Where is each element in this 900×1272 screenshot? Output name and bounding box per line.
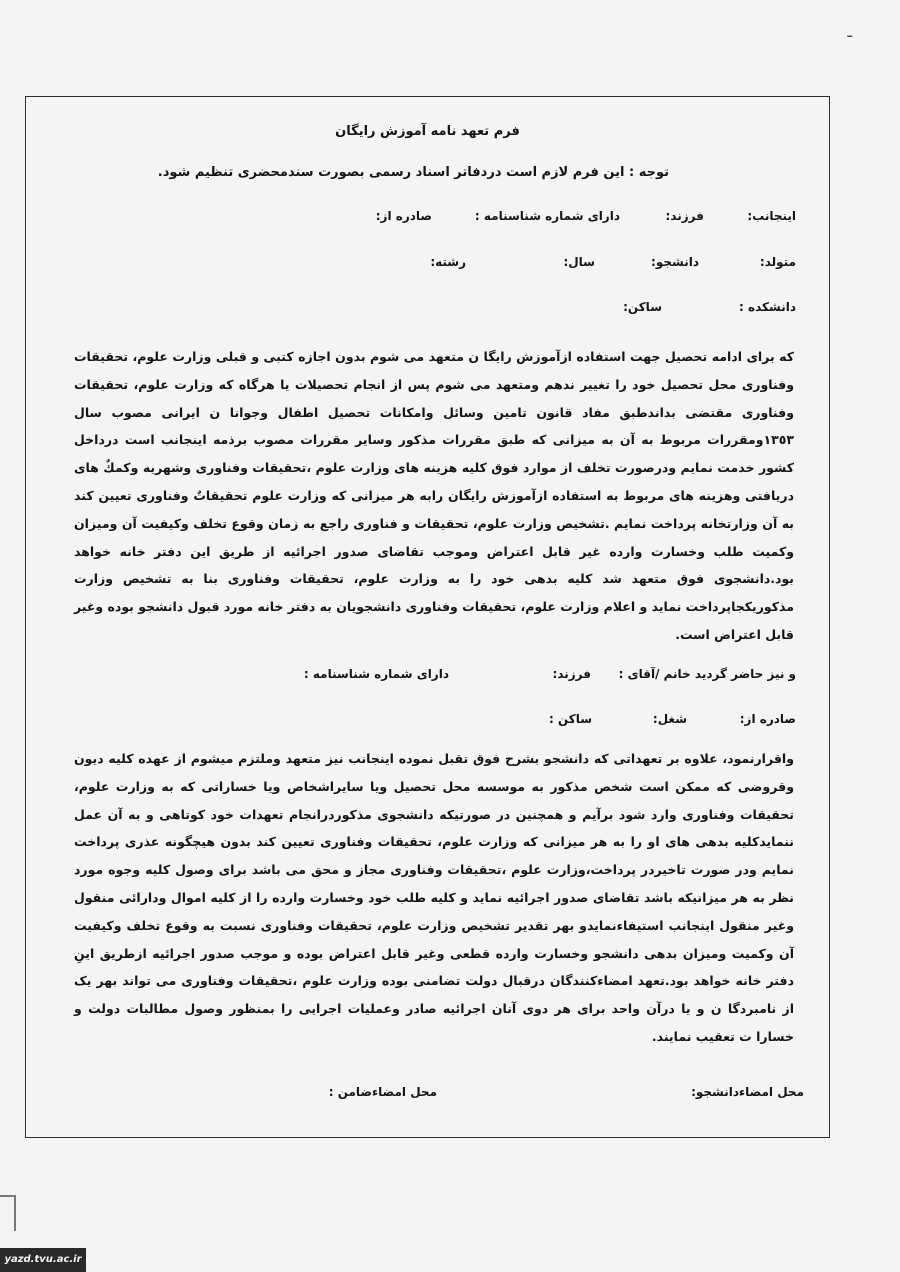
student-info-row-2 xyxy=(26,255,829,275)
guarantor-signature-place: محل امضاءضامن : xyxy=(328,1085,437,1099)
scan-mark: ـ xyxy=(847,22,852,41)
student-signature-place: محل امضاءدانشجو: xyxy=(691,1085,804,1099)
label-inijaneb: اینجانب: xyxy=(747,209,796,223)
guarantor-info-row-1 xyxy=(26,667,829,687)
label-guarantor-sadere: صادره از: xyxy=(739,712,796,726)
label-sal: سال: xyxy=(563,255,595,269)
guarantor-info-row-2 xyxy=(26,712,829,732)
label-guarantor-farzand: فرزند: xyxy=(552,667,591,681)
form-note: توجه : این فرم لازم است دردفاتر اسناد رسمی بصورت سندمحضری تنظیم شود. xyxy=(157,165,669,180)
form-title: فرم تعهد نامه آموزش رایگان xyxy=(335,124,520,139)
label-shenasname: دارای شماره شناسنامه : xyxy=(474,209,620,223)
label-sadere: صادره از: xyxy=(375,209,432,223)
label-daneshjoo: دانشجو: xyxy=(651,255,699,269)
signature-row xyxy=(26,1085,829,1107)
site-footer-badge: yazd.tvu.ac.ir xyxy=(0,1248,86,1272)
label-guarantor-sakin: ساکن : xyxy=(548,712,592,726)
label-daneshkade: دانشکده : xyxy=(739,300,796,314)
label-sakin: ساکن: xyxy=(623,300,662,314)
label-farzand: فرزند: xyxy=(665,209,704,223)
label-reshte: رشته: xyxy=(430,255,466,269)
form-frame xyxy=(25,96,830,1138)
label-guarantor-shenasname: دارای شماره شناسنامه : xyxy=(303,667,449,681)
commitment-paragraph-student: كه برای ادامه تحصیل جهت استفاده ازآموزش رایگا ن متعهد می شوم بدون اجازه کتبی و قبلی وزارت علوم، تحقیقات وفناوری محل تحصیل خود را تغییر ندهم ومتعهد می شوم پس از انجام تحصیلات یا هرگاه که وزارت علوم، تحقیقات وفناوری مقتضی بداندطبق مفاد قانون تامین وسائل وامکانات تحصیل اطفال وجوانا ن ایرانی مصوب سال ١٣٥٣ومقررات مربوط به آن به میزانی که طبق مقررات مذکور وسایر مقررات مصوب برذمه اینجانب است درداخل کشور خدمت نمایم ودرصورت تخلف از موارد فوق کلیه هزینه های وزارت علوم ،تحقیقات وفناوری وشهریه وكمكٌ های دریافتی وهزینه های مربوط به استفاده ازآموزش رایگان رابه هر میزانی که وزارت علوم تحقیقاتٌ وفناوری تعیین کند به آن وزارتخانه پرداخت نمایم .تشخیص وزارت علوم، تحقیقات و فناوری راجع به زمان وقوع تخلف وکیفیت آن ومیزان وکمیت طلب وخسارت وارده غیر قابل اعتراض وموجب تقاضای صدور اجرائیه از طریق این دفتر خانه خواهد بود.دانشجوی فوق متعهد شد کلیه بدهی خود را به وزارت علوم، تحقیقات وفناوری بنا به تشخیص وزارت مذکوریکجاپرداخت نماید و اعلام وزارت علوم، تحقیقات وفناوری دانشجویان به دفتر خانه مورد قبول دانشجو بوده وغیر قابل اعتراض است. xyxy=(74,349,794,642)
student-info-row-3 xyxy=(26,300,829,320)
student-info-row-1 xyxy=(26,209,829,229)
label-guarantor-shoghl: شغل: xyxy=(652,712,687,726)
label-motevalled: متولد: xyxy=(759,255,796,269)
scan-edge-mark xyxy=(0,1195,16,1231)
commitment-paragraph-guarantor: واقرارنمود، علاوه بر تعهداتی که دانشجو بشرح فوق تقبل نموده اینجانب نیز متعهد وملتزم میشوم از عهده کلیه دیون وقروضی که ممکن است شخص مذکور به موسسه محل تحصیل ویا سایراشخاص ویا خساراتی که به وزارت علوم، تحقیقات وفناوری وارد شود برآیم و همچنین در صورتیکه دانشجوی مذکوردرانجام تعهدات خود کوتاهی و به آن عمل ننمایدکلیه بدهی های او را به هر میزانی که وزارت علوم، تحقیقات وفناوری تعیین کند بدون هیچگونه عذری پرداخت نمایم ودر صورت تاخیردر پرداخت،وزارت علوم ،تحقیقات وفناوری مجاز و محق می باشد برای وصول کلیه وجوه مورد نظر به هر میزانیکه باشد تقاضای صدور اجرائیه نماید و کلیه طلب خود وخسارت وارده را از کلیه اموال ودارائی منقول وغیر منقول اینجانب استیفاءنمایدو بهر تقدیر تشخیص وزارت علوم، تحقیقات وفناوری نسبت به وقوع تخلف وکیفیت آن وکمیت ومیزان بدهی دانشجو وخسارت وارده قطعی وغیر قابل اعتراض بوده و موجب صدور اجرائیه ازطریق اینِ دفتر خانه خواهد بود.تعهد امضاءکنندگان درقبال دولت تضامنی بوده وزارت علوم ،تحقیقات وفناوری می تواند بهر یک از نامبردگا ن و یا درآن واحد برای هر دوی آنان اجرائیه صادر وعملیات اجرایی را بمنظور وصول مطالبات دولت و خسارا ت تعقیب نمایند. xyxy=(74,751,794,1044)
label-guarantor-intro: و نیز حاضر گردید خانم /آقای : xyxy=(618,667,796,681)
